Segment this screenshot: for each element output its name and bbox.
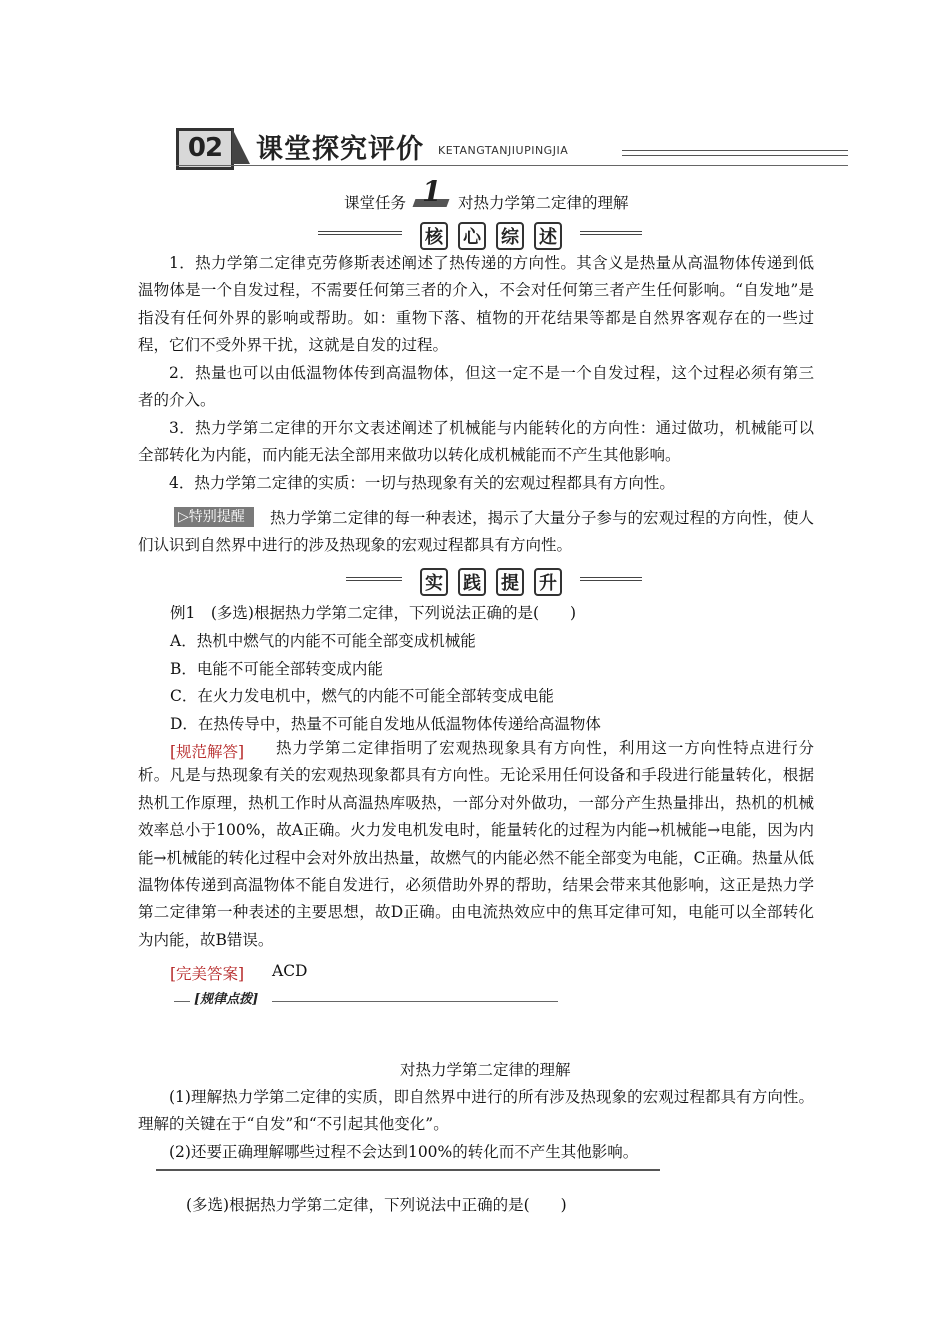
example-option-a: A．热机中燃气的内能不可能全部变成机械能 bbox=[170, 632, 476, 650]
section-number: 02 bbox=[176, 128, 234, 170]
example-option-b: B．电能不可能全部转变成内能 bbox=[170, 660, 383, 678]
special-tip-label: ▷特别提醒 bbox=[174, 507, 254, 527]
core-paragraph-3: 3．热力学第二定律的开尔文表述阐述了机械能与内能转化的方向性：通过做功，机械能可以全部转化为内能，而内能无法全部用来做功以转化成机械能而不产生其他影响。 bbox=[138, 419, 814, 465]
task-prefix: 课堂任务 bbox=[344, 194, 407, 212]
heading-double-rule bbox=[580, 231, 642, 235]
rule-tip-label: [规律点拨] bbox=[194, 992, 259, 1007]
answer-text: ACD bbox=[272, 962, 308, 980]
heading-char: 心 bbox=[458, 222, 486, 250]
special-tip-text: 热力学第二定律的每一种表述，揭示了大量分子参与的宏观过程的方向性，使人们认识到自然界中进行的涉及热现象的宏观过程都具有方向性。 bbox=[138, 509, 814, 555]
answer-label: [完美答案] bbox=[170, 965, 245, 983]
heading-char: 核 bbox=[420, 222, 448, 250]
section-rule bbox=[622, 150, 848, 151]
section-slash-decoration bbox=[232, 128, 250, 164]
section-subtitle: KETANGTANJIUPINGJIA bbox=[438, 144, 569, 157]
core-paragraph-1: 1．热力学第二定律克劳修斯表述阐述了热传递的方向性。其含义是热量从高温物体传递到低温物体是一个自发过程，不需要任何第三者的介入，不会对任何第三者产生任何影响。“自发地”是指没有任何外界的影响或帮助。如：重物下落、植物的开花结果等都是自然界客观存在的一些过程，它们不受外界干扰，这就是自发的过程。 bbox=[138, 254, 814, 355]
rule-tip-point-1: (1)理解热力学第二定律的实质，即自然界中进行的所有涉及热现象的宏观过程都具有方向性。理解的关键在于“自发”和“不引起其他变化”。 bbox=[138, 1088, 814, 1134]
task-number-badge bbox=[414, 175, 448, 209]
example-option-c: C．在火力发电机中，燃气的内能不可能全部转变成电能 bbox=[170, 687, 554, 705]
heading-char: 践 bbox=[458, 568, 486, 596]
rule-tip-rule bbox=[272, 1001, 558, 1002]
heading-double-rule bbox=[580, 577, 642, 581]
core-summary-heading bbox=[318, 222, 642, 252]
rule-tip-title: 对热力学第二定律的理解 bbox=[400, 1061, 571, 1079]
exercise-question: (多选)根据热力学第二定律，下列说法中正确的是( ) bbox=[186, 1196, 567, 1214]
rule-tip-end-rule bbox=[156, 1169, 660, 1171]
task-title: 对热力学第二定律的理解 bbox=[458, 194, 629, 212]
heading-char: 实 bbox=[420, 568, 448, 596]
task-header bbox=[330, 175, 660, 216]
heading-char: 综 bbox=[496, 222, 524, 250]
task-number: 1 bbox=[422, 175, 442, 208]
section-base-rule bbox=[176, 165, 848, 166]
heading-double-rule bbox=[318, 231, 402, 235]
section-title: 课堂探究评价 bbox=[256, 134, 424, 165]
section-rule bbox=[622, 155, 848, 156]
example-option-d: D．在热传导中，热量不可能自发地从低温物体传递给高温物体 bbox=[170, 715, 601, 733]
heading-char: 述 bbox=[534, 222, 562, 250]
heading-char: 提 bbox=[496, 568, 524, 596]
heading-double-rule bbox=[346, 577, 402, 581]
section-header bbox=[176, 128, 848, 168]
solution-text: 热力学第二定律指明了宏观热现象具有方向性，利用这一方向性特点进行分析。凡是与热现象有关的宏观热现象都具有方向性。无论采用任何设备和手段进行能量转化，根据热机工作原理，热机工作时从高温热库吸热，一部分对外做功，一部分产生热量排出，热机的机械效率总小于100%，故A正确。火力发电机发电时，能量转化的过程为内能→机械能→电能，因为内能→机械能的转化过程中会对外放出热量，故燃气的内能必然不能全部变为电能，C正确。热量从低温物体传递到高温物体不能自发进行，必须借助外界的帮助，结果会带来其他影响，这正是热力学第二定律第一种表述的主要思想，故D正确。由电流热效应中的焦耳定律可知，电能可以全部转化为内能，故B错误。 bbox=[138, 739, 814, 949]
heading-char: 升 bbox=[534, 568, 562, 596]
practice-heading bbox=[346, 568, 642, 598]
solution-label: [规范解答] bbox=[170, 743, 245, 761]
core-paragraph-4: 4．热力学第二定律的实质：一切与热现象有关的宏观过程都具有方向性。 bbox=[169, 474, 675, 492]
rule-tip-lead-line bbox=[174, 1001, 190, 1002]
core-paragraph-2: 2．热量也可以由低温物体传到高温物体，但这一定不是一个自发过程，这个过程必须有第三者的介入。 bbox=[138, 364, 814, 410]
example-question: 例1 (多选)根据热力学第二定律，下列说法正确的是( ) bbox=[170, 604, 577, 622]
rule-tip-point-2: (2)还要正确理解哪些过程不会达到100%的转化而不产生其他影响。 bbox=[169, 1143, 639, 1161]
